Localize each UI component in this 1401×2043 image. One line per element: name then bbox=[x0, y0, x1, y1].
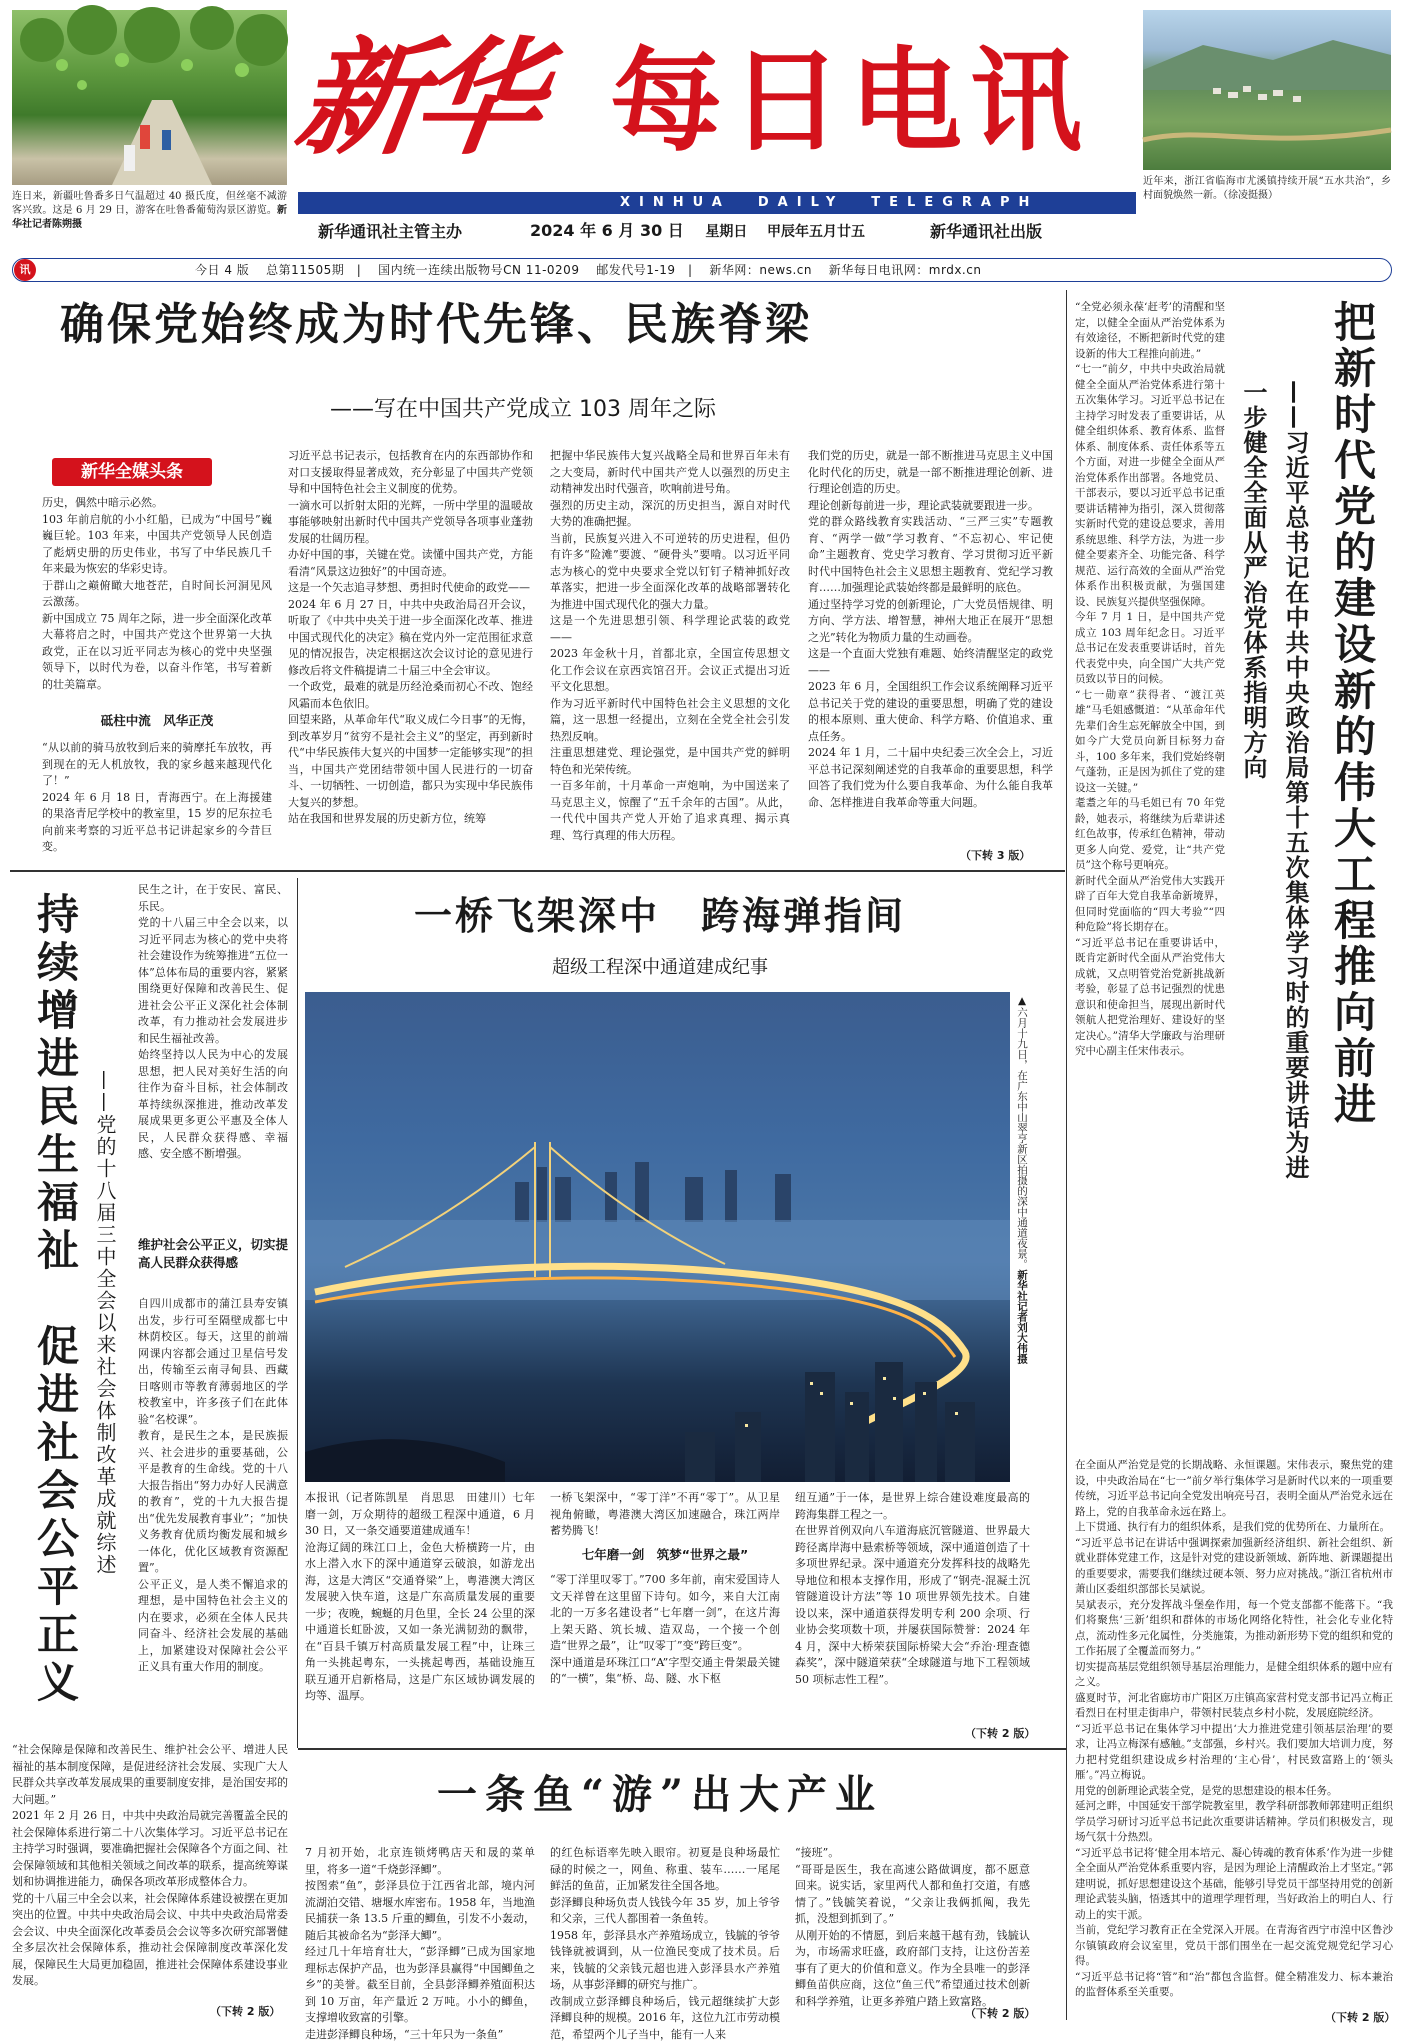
right-column-divider bbox=[1066, 290, 1067, 2020]
left-column-divider bbox=[297, 878, 298, 1748]
left-story-head-a: 维护社会公平正义，切实提高人民群众获得感 bbox=[138, 1237, 289, 1270]
lead-col1-head: 砥柱中流 风华正茂 bbox=[100, 713, 214, 728]
info-cn: 国内统一连续出版物号CN 11-0209 bbox=[378, 263, 580, 277]
lead-col4: 我们党的历史，就是一部不断推进马克思主义中国化时代化的历史，就是一部不断推进理论创新、进行理论创造的历史。 理论创新每前进一步，理论武装就要跟进一步。 党的群众路线教育实践活动、“三严三实”专题教育、“两学一做”学习教育、“不忘初心、牢记使命”主题教育、党史学习教育、学习贯彻习近平新时代中国特色社会主义思想主题教育、党纪学习教育……加强理论武装始终都是最鲜明的底色。 通过坚持学习党的创新理论，广大党员悟规律、明方向、学方法、增智慧，神州大地正在展开“思想之光”转化为物质力量的生动画卷。 这是一个直面大党独有难题、始终清醒坚定的政党—— 2023 年 6 月，全国组织工作会议系统阐释习近平总书记关于党的建设的重要思想，明确了党的建设的根本原则、重大使命、科学方略、价值追求、重点任务。 2024 年 1 月，二十届中央纪委三次全会上，习近平总书记深刻阐述党的自我革命的重要思想，科学回答了我们党为什么要自我革命、为什么能自我革命、怎样推进自我革命等重大问题。 bbox=[808, 449, 1053, 809]
right-story-col-bottom: 在全面从严治党是党的长期战略、永恒课题。宋伟表示，聚焦党的建设，中央政治局在“七一”前夕举行集体学习是新时代以来的一项重要传统，习近平总书记向全党发出响亮号召，表明全面从严治党永远在路上，党的自我革命永远在路上。 上下贯通、执行有力的组织体系，是我们党的优势所在、力量所在。 “习近平总书记在讲话中强调探索加强新经济组织、新社会组织、新就业群体党建工作，这是针对党的建设新领域、新阵地、新课题提出的重要要求，需要我们继续过硬本领、努力应对挑战。”浙江省杭州市萧山区委组织部部长吴斌说。 吴斌表示，充分发挥战斗堡垒作用，每一个党支部都不能落下。“我们将聚焦‘三新’组织和群体的市场化网络化特性，社会化专业化特点，流动性多元化属性，分类施策，为推动新形势下党的组织和党的工作拓展了全覆盖而努力。” 切实提高基层党组织领导基层治理能力，是健全组织体系的题中应有之义。 盛夏时节，河北省廊坊市广阳区万庄镇高家营村党支部书记冯立梅正看烈日在村里走街串户，带领村民装点乡村小院，发展庭院经济。 “习近平总书记在集体学习中提出‘大力推进党建引领基层治理’的要求，让冯立梅深有感触。”支部强，乡村兴。我们要加大培训力度，努力把村党组织建设成乡村治理的‘主心骨’，村民致富路上的‘领头雁’。”冯立梅说。 用党的创新理论武装全党，是党的思想建设的根本任务。 延河之畔，中国延安干部学院教室里，教学科研部教师郭建明正组织学员学习研讨习近平总书记此次重要讲话精神。学员们积极发言，现场气氛十分热烈。 “习近平总书记将‘健全用本培元、凝心铸魂的教育体系’作为进一步健全全面从严治党体系重要内容，是因为理论上清醒政治上才坚定。”郭建明说，抓好思想建设这个基础，能够引导党员干部坚持用党的创新理论武装头脑，悟透其中的道理学理哲理，当好政治上的明白人、行动上的实干派。 当前，党纪学习教育正在全党深入开展。在青海省西宁市湟中区鲁沙尔镇镇政府会议室里，党员干部们围坐在一起交流党规党纪学习心得。 “习近平总书记将“管”和“治”都包含监督。健全精准发力、标本兼治的监督体系至关重要。 bbox=[1075, 1459, 1393, 1998]
fish-col1: 7 月初开始，北京连锁烤鸭店天和晟的菜单里，将多一道“千烧彭泽鲫”。 按图索“鱼”，彭泽县位于江西省北部，境内河流湖泊交错、塘堰水库密布。1958 年，当地渔民捕获一条 13.5 斤重的鲫鱼，引发不小轰动，随后其被命名为“彭泽大鲫”。 经过几十年培育壮大，“彭泽鲫”已成为国家地理标志保护产品，也为彭泽县赢得“中国鲫鱼之乡”的美誉。截至目前，全县彭泽鲫养殖面积达到 10 万亩，年产量近 2 万吨。小小的鲫鱼，支撑增收致富的引擎。 走进彭泽鲫良种场，“三十年只为一条鱼” bbox=[305, 1846, 535, 2041]
lead-badge: 新华全媒头条 bbox=[52, 458, 212, 486]
info-postal: 邮发代号1-19 bbox=[596, 263, 676, 277]
lead-col1b: “从以前的骑马放牧到后来的骑摩托车放牧，再到现在的无人机放牧，我的家乡越来越现代化了！” 2024 年 6 月 18 日，青海西宁。在上海援建的果洛青尼学校中的教室里，15 岁的尼东拉毛向前来考察的习近平总书记讲起家乡的今昔巨变。 bbox=[42, 741, 272, 853]
right-story-col-top: “全党必须永葆‘赶考’的清醒和坚定，以健全全面从严治党体系为有效途径，不断把新时代党的建设新的伟大工程推向前进。” “七一”前夕，中共中央政治局就健全全面从严治党体系进行第十五次集体学习。习近平总书记在主持学习时发表了重要讲话，从健全组织体系、教育体系、监督体系、制度体系、责任体系等五个方面，对进一步健全全面从严治党体系作出部署。各地党员、干部表示，要以习近平总书记重要讲话精神为指引，深入贯彻落实新时代党的建设总要求，善用系统思维、科学方法，为进一步健全要素齐全、功能完备、科学规范、运行高效的全面从严治党体系作出积极贡献，为强国建设、民族复兴提供坚强保障。 今年 7 月 1 日，是中国共产党成立 103 周年纪念日。习近平总书记在发表重要讲话时，首先代表党中央，向全国广大共产党员致以节日的问候。 “七一勋章”获得者、“渡江英雄”马毛姐感慨道：“从革命年代先辈们舍生忘死解放全中国，到如今广大党员向新目标努力奋斗，100 多年来，我们党始终朝气蓬勃，正是因为抓住了党的建设这一关键。” 耄耋之年的马毛姐已有 70 年党龄，她表示，将继续为后辈讲述红色故事，传承红色精神，带动更多人向党、爱党，让“共产党员”这个称号更响亮。 新时代全面从严治党伟大实践开辟了百年大党自我革命新境界，但同时党面临的“四大考验”“四种危险”将长期存在。 “习近平总书记在重要讲话中，既肯定新时代全面从严治党伟大成就，又点明管党治党新挑战新考验，彰显了总书记强烈的忧患意识和使命担当，展现出新时代领航人把党治理好、建设好的坚定决心。”清华大学廉政与治理研究中心副主任宋伟表示。 bbox=[1075, 301, 1225, 1057]
left-story-col-b: 自四川成都市的蒲江县寿安镇出发，步行可至隔壁成都七中林荫校区。每天，这里的前端网课内容都会通过卫星信号发出，传输至云南寻甸县、西藏日喀则市等教育薄弱地区的学校教室中，许多孩子们在此体验“名校课”。 教育，是民生之本，是民族振兴、社会进步的重要基础，公平是教育的生命线。党的十八大报告指出“努力办好人民满意的教育”，党的十九大报告提出“优先发展教育事业”；“加快义务教育优质均衡发展和城乡一体化，优化区域教育资源配置”。 公平正义，是人类不懈追求的理想，是中国特色社会主义的内在要求，必须在全体人民共同奋斗、经济社会发展的基础上，加紧建设对保障社会公平正义具有重大作用的制度。 bbox=[138, 1297, 288, 1673]
masthead-host: 新华通讯社主管主办 bbox=[318, 222, 463, 241]
logo-calligraphy: 新华 bbox=[287, 24, 545, 172]
info-site-news[interactable]: 新华网：news.cn bbox=[709, 263, 812, 277]
right-story-title: 把新时代党的建设新的伟大工程推向前进 bbox=[1328, 300, 1377, 1128]
bridge-divider bbox=[298, 1748, 1066, 1750]
lead-subtitle: ——写在中国共产党成立 103 周年之际 bbox=[330, 397, 716, 422]
masthead-date bbox=[530, 220, 865, 243]
info-issue: 总第11505期 bbox=[266, 263, 345, 277]
fish-continued[interactable]: （下转 2 版） bbox=[965, 2007, 1036, 2020]
fish-col3: “接班”。 “哥哥是医生，我在高速公路做调度，都不愿意回来。说实话，家里两代人都和鱼打交道，有感情了。”钱毓笑着说，“父亲让我俩抓阄，我先抓，没想到抓到了。” 从刚开始的不情愿，到后来越干越有劲，钱毓认为，市场需求旺盛，政府部门支持，让这份苦差事有了更大的价值和意义。作为全县唯一的彭泽鲫鱼苗供应商，这位“鱼三代”希望通过技术创新和科学养殖，让更多养殖户踏上致富路。 bbox=[795, 1846, 1030, 2008]
caption-text: 近年来，浙江省临海市尤溪镇持续开展“五水共治”，乡村面貌焕然一新。 bbox=[1143, 176, 1391, 201]
bridge-col2: 一桥飞架深中，“零丁洋”不再“零丁”。从卫星视角俯瞰，粤港澳大湾区加速融合，珠江两岸蓄势腾飞！ bbox=[550, 1491, 780, 1537]
lead-divider bbox=[10, 870, 1065, 872]
left-story-subtitle: ——党的十八届三中全会以来社会体制改革成就综述 bbox=[93, 1070, 117, 1576]
caption-text: ▲六月十九日，在广东中山翠亨新区拍摄的深中通道夜景。 bbox=[1016, 995, 1028, 1270]
bridge-continued[interactable]: （下转 2 版） bbox=[965, 1727, 1036, 1740]
masthead-english: XINHUA DAILY TELEGRAPH bbox=[620, 195, 1039, 210]
photo-left bbox=[12, 10, 287, 185]
bridge-col1: 本报讯（记者陈凯星 肖思思 田建川）七年磨一剑，万众期待的超级工程深中通道，6 月 30 日，又一条交通要道建成通车！ 沧海辽阔的珠江口上，金色大桥横跨一片，由水上潜入水下的深中通道穿云破浪，如游龙出海，这是大湾区“交通脊梁”上，粤港澳大湾区发展驶入快车道，这是广东高质量发展的重要一步；夜晚，蜿蜒的月色里，全长 24 公里的深中通道长虹卧波，又如一条光满韧劲的飘带，在“百县千镇万村高质量发展工程”中，让珠三角一头挑起粤东，一头挑起粤西，基础设施互联互通开启新格局，这是广东区域协调发展的均等、温厚。 bbox=[305, 1491, 535, 1702]
left-story-col-c: “社会保障是保障和改善民生、维护社会公平、增进人民福祉的基本制度保障，是促进经济社会发展、实现广大人民群众共享改革发展成果的重要制度安排，是治国安邦的大问题。” 2021 年 2 月 26 日，中共中央政治局就完善覆盖全民的社会保障体系进行第二十八次集体学习。习近平总书记在主持学习时强调，要准确把握社会保障各个方面之间、社会保障领域和其他相关领域之间改革的联系，提高统筹谋划和协调推进能力，确保各项改革形成整体合力。 党的十八届三中全会以来，社会保障体系建设被摆在更加突出的位置。中共中央政治局会议、中共中央政治局常委会会议、中央全面深化改革委员会会议等多次研究部署健全多层次社会保障体系，推动社会保障制度改革深化发展，保障民生大局更加稳固，推进社会保障体系建设事业发展。 bbox=[12, 1743, 288, 1987]
bridge-title: 一桥飞架深中 跨海弹指间 bbox=[413, 893, 906, 938]
info-site-mrdx[interactable]: 新华每日电讯网：mrdx.cn bbox=[828, 263, 982, 277]
weekday-text: 星期日 bbox=[705, 224, 748, 240]
masthead-publisher: 新华通讯社出版 bbox=[930, 222, 1043, 241]
caption-credit: 新华社记者刘大伟摄 bbox=[1016, 1269, 1028, 1364]
fish-title: 一条鱼“游”出大产业 bbox=[436, 1771, 883, 1818]
bridge-col2-head: 七年磨一剑 筑梦“世界之最” bbox=[581, 1547, 749, 1562]
right-story-subtitle: ——习近平总书记在中共中央政治局第十五次集体学习时的重要讲话为进一步健全全面从严治党体系指明方向 bbox=[1239, 380, 1309, 1180]
bridge-col2b: “零丁洋里叹零丁。”700 多年前，南宋爱国诗人文天祥曾在这里留下诗句。如今，来自大江南北的一万多名建设者“七年磨一剑”，在这片海上架天路、筑长城、造双岛，一个接一个创造“世界之最”，让“叹零丁”变“跨巨变”。 深中通道是环珠江口“A”字型交通主骨架最关键的“一横”，集“桥、岛、隧、水下枢 bbox=[550, 1573, 780, 1685]
date-text: 2024 年 6 月 30 日 bbox=[530, 221, 684, 240]
left-story-title: 持续增进民生福祉 促进社会公平正义 bbox=[31, 892, 80, 1708]
lead-col1: 历史，偶然中暗示必然。 103 年前启航的小小红船，已成为“中国号”巍巍巨轮。103 年来，中国共产党领导人民创造了彪炳史册的历史伟业，书写了中华民族几千年来最为恢宏的华彩史诗。 于群山之巅俯瞰大地苍茫，自时间长河洞见风云激荡。 新中国成立 75 周年之际，进一步全面深化改革大幕将启之时，中国共产党这个世界第一大执政党，正在以习近平同志为核心的党中央坚强领导下，以时代为卷，以奋斗作笔，书写着新的壮美篇章。 bbox=[42, 496, 272, 691]
lead-col3: 把握中华民族伟大复兴战略全局和世界百年未有之大变局，新时代中国共产党人以强烈的历史主动精神发出时代强音，吹响前进号角。 强烈的历史主动，深沉的历史担当，源自对时代大势的准确把握。 当前，民族复兴进入不可逆转的历史进程，但仍有许多“险滩”要渡、“硬骨头”要啃。以习近平同志为核心的党中央要求全党以钉钉子精神抓好改革落实，把进一步全面深化改革的战略部署转化为推进中国式现代化的强大力量。 这是一个先进思想引领、科学理论武装的政党—— 2023 年金秋十月，首都北京，全国宣传思想文化工作会议在京西宾馆召开。会议正式提出习近平文化思想。 作为习近平新时代中国特色社会主义思想的文化篇，这一思想一经提出，立刻在全党全社会引发热烈反响。 注重思想建党、理论强党，是中国共产党的鲜明特色和光荣传统。 一百多年前，十月革命一声炮响，为中国送来了马克思主义，惊醒了“五千余年的古国”。从此，一代代中国共产党人开始了追求真理、揭示真理、笃行真理的伟大历程。 bbox=[550, 449, 790, 842]
lead-title: 确保党始终成为时代先锋、民族脊梁 bbox=[60, 299, 812, 350]
lunar-text: 甲辰年五月廿五 bbox=[766, 224, 865, 240]
bridge-subtitle: 超级工程深中通道建成纪事 bbox=[552, 957, 768, 978]
caption-text: 连日来，新疆吐鲁番多日气温超过 40 摄氏度，但丝毫不减游客兴致。这是 6 月 29 日，游客在吐鲁番葡萄沟景区游览。 bbox=[12, 191, 287, 216]
caption-credit: （徐凌挺摄） bbox=[1223, 190, 1278, 201]
bridge-photo bbox=[305, 992, 1010, 1482]
photo-right-caption bbox=[1143, 175, 1391, 219]
left-story-col-a: 民生之计，在于安民、富民、乐民。 党的十八届三中全会以来，以习近平同志为核心的党中央将社会建设作为统筹推进“五位一体”总体布局的重要内容，紧紧围绕更好保障和改善民生、促进社会公平正义深化社会体制改革，有力推动社会发展进步和民生福祉改善。 始终坚持以人民为中心的发展思想，把人民对美好生活的向往作为奋斗目标，社会体制改革持续纵深推进，推动改革发展成果更多更公平惠及全体人民，人民群众获得感、幸福感、安全感不断增强。 bbox=[138, 883, 288, 1160]
masthead-logo bbox=[287, 18, 578, 193]
bridge-photo-caption bbox=[1012, 995, 1032, 1490]
caption-credit: 新华社记者陈朔摄 bbox=[12, 205, 287, 230]
left-story-continued[interactable]: （下转 2 版） bbox=[210, 2005, 281, 2018]
photo-right bbox=[1143, 10, 1391, 170]
bridge-col3: 纽互通”于一体，是世界上综合建设难度最高的跨海集群工程之一。 在世界首例双向八车道海底沉管隧道、世界最大跨径离岸海中悬索桥等领域，深中通道创造了十多项世界纪录。深中通道充分发挥科技的战略先导地位和根本支撑作用，形成了“钢壳-混凝土沉管隧道设计方法”等 10 项世界领先技术。自建设以来，深中通道获得发明专利 200 余项、行业协会奖项数十项，并屡获国际赞誉：2024 年 4 月，深中大桥荣获国际桥梁大会“乔治·理查德森奖”，深中隧道荣获“全球隧道与地下工程领域 50 项标志性工程”。 bbox=[795, 1491, 1030, 1686]
lead-col2: 习近平总书记表示，包括教育在内的东西部协作和对口支援取得显著成效，充分彰显了中国共产党领导和中国特色社会主义制度的优势。 一滴水可以折射太阳的光辉，一所中学里的温暖故事能够映射出新时代中国共产党领导各项事业蓬勃发展的壮阔历程。 办好中国的事，关键在党。读懂中国共产党，方能看清“风景这边独好”的中国奇迹。 这是一个矢志追寻梦想、勇担时代使命的政党—— 2024 年 6 月 27 日，中共中央政治局召开会议，听取了《中共中央关于进一步全面深化改革、推进中国式现代化的决定》稿在党内外一定范围征求意见的情况报告，决定根据这次会议讨论的意见进行修改后将文件稿提请二十届三中全会审议。 一个政党，最难的就是历经沧桑而初心不改、饱经风霜而本色依旧。 回望来路，从革命年代“取义成仁今日事”的无悔，到改革岁月“贫穷不是社会主义”的坚定，再到新时代“中华民族伟大复兴的中国梦一定能够实现”的担当，中国共产党团结带领中国人民进行的一切奋斗、一切牺牲、一切创造，都只为实现中华民族伟大复兴的梦想。 站在我国和世界发展的历史新方位，统筹 bbox=[288, 449, 533, 825]
fish-col2: 的红色标语率先映入眼帘。初夏是良种场最忙碌的时候之一，网鱼、称重、装车……一尾尾鲜活的鱼苗，正加紧发往全国各地。 彭泽鲫良种场负责人钱钱今年 35 岁，加上爷爷和父亲，三代人都围着一条鱼转。 1958 年，彭泽县水产养殖场成立，钱毓的爷爷钱锋就被调到，从一位渔民变成了技术员。后来，钱毓的父亲钱元超也进入彭泽县水产养殖场，从事彭泽鲫的研究与推广。 改制成立彭泽鲫良种场后，钱元超继续扩大彭泽鲫良种的规模。2016 年，这位九江市劳动模范，希望两个儿子当中，能有一人来 bbox=[550, 1846, 780, 2041]
lead-continued[interactable]: （下转 3 版） bbox=[960, 849, 1031, 862]
emblem-icon: 讯 bbox=[14, 259, 36, 281]
photo-left-caption bbox=[12, 190, 287, 240]
masthead-title: 每日电讯 bbox=[610, 37, 1090, 167]
info-today: 今日 4 版 bbox=[195, 263, 250, 277]
right-story-continued[interactable]: （下转 2 版） bbox=[1325, 2011, 1396, 2024]
info-bar-content: 今日 4 版 总第11505期 | 国内统一连续出版物号CN 11-0209 邮发代号1-19 | 新华网：news.cn 新华每日电讯网：mrdx.cn bbox=[195, 263, 982, 277]
